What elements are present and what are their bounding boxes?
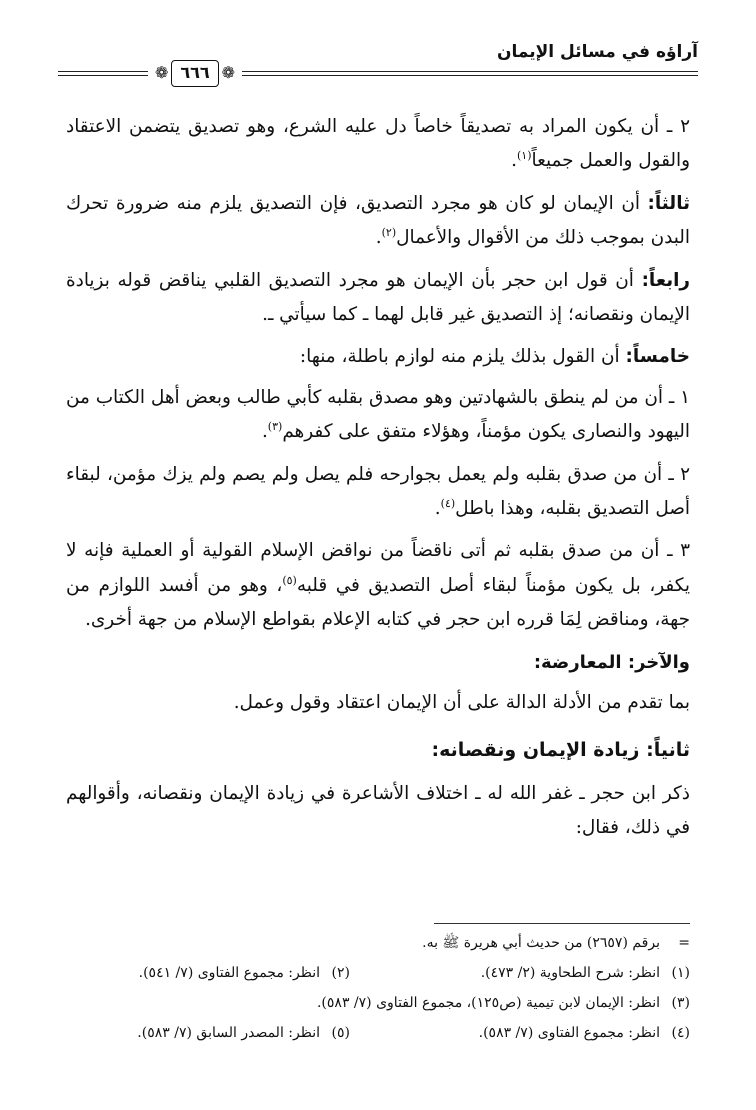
paragraph-fourth-point: رابعاً: أن قول ابن حجر بأن الإيمان هو مجرد التصديق القلبي يناقض قوله بزيادة الإيمان ونقصانه؛ إذ التصديق غير قابل لهما ـ كما سيأتي ـ. <box>66 269 690 326</box>
ornament-left-icon: ❁ <box>154 63 169 82</box>
footnotes <box>66 928 690 1048</box>
footnote-number: (٣) <box>671 995 690 1011</box>
footnote-text: انظر: الإيمان لابن تيمية (ص١٢٥)، مجموع الفتاوى (٧/ ٥٨٣). <box>316 995 660 1011</box>
point-label-third: ثالثاً: <box>647 192 690 214</box>
ornament-right-icon: ❁ <box>221 63 236 82</box>
footnote-line <box>66 1018 690 1048</box>
footnote-ref-2: (٢) <box>381 226 397 240</box>
footnote-number: (٤) <box>671 1025 690 1041</box>
footnote-separator <box>434 923 690 924</box>
point-label-fourth: رابعاً: <box>641 269 690 291</box>
paragraph-consequence-2: ٢ ـ أن من صدق بقلبه ولم يعمل بجوارحه فلم يصل ولم يصم ولم يزك مؤمن، لبقاء أصل التصديق بقلبه، وهذا باطل$^{(٤)}$. <box>66 463 690 520</box>
running-title: آراؤه في مسائل الإيمان <box>496 42 698 62</box>
footnote-continued-mark: = <box>678 935 690 951</box>
footnote-text: انظر: شرح الطحاوية (٢/ ٤٧٣). <box>480 965 660 981</box>
footnote-ref-5: (٥) <box>282 573 297 587</box>
footnote-text: انظر: المصدر السابق (٧/ ٥٨٣). <box>137 1025 320 1041</box>
footnote-number: (١) <box>671 965 690 981</box>
footnote-text: انظر: مجموع الفتاوى (٧/ ٥٤١). <box>138 965 320 981</box>
section-heading: ثانياً: زيادة الإيمان ونقصانه: <box>431 738 690 761</box>
footnote-number: (٢) <box>331 965 350 981</box>
page-number-frame <box>148 58 242 88</box>
paragraph-third-point: ثالثاً: أن الإيمان لو كان هو مجرد التصديق، فإن التصديق يلزم منه ضرورة تحرك البدن بموجب ذلك من الأقوال والأعمال$^{(٢)}$. <box>66 192 690 249</box>
footnote-continued-text: برقم (٢٦٥٧) من حديث أبي هريرة ﷺ به. <box>422 935 660 951</box>
footnote-ref-4: (٤) <box>440 496 456 510</box>
point-label-fifth: خامساً: <box>625 346 690 368</box>
footnote-line <box>66 958 690 988</box>
footnote-line <box>66 988 690 1018</box>
page-header <box>58 40 698 100</box>
paragraph-section-intro: ذكر ابن حجر ـ غفر الله له ـ اختلاف الأشاعرة في زيادة الإيمان ونقصانه، وأقوالهم في ذلك، فقال: <box>66 782 690 839</box>
subheading-opposition: والآخر: المعارضة: <box>533 651 690 673</box>
paragraph-consequence-3: ٣ ـ أن من صدق بقلبه ثم أتى ناقضاً من نواقض الإسلام القولية أو العملية فإنه لا يكفر، بل يكون مؤمناً لبقاء أصل التصديق في قلبه$^{(٥)}$، وهو من أفسد اللوازم من جهة، ومناقض لِمَا قرره ابن حجر في كتابه الإعلام بقواطع الإسلام من جهة أخرى. <box>66 540 690 631</box>
paragraph-opposition: بما تقدم من الأدلة الدالة على أن الإيمان اعتقاد وقول وعمل. <box>233 692 690 714</box>
main-text <box>66 110 690 854</box>
footnote-continued <box>66 928 690 958</box>
footnote-number: (٥) <box>331 1025 350 1041</box>
footnote-text: انظر: مجموع الفتاوى (٧/ ٥٨٣). <box>478 1025 660 1041</box>
paragraph-fifth-point: خامساً: أن القول بذلك يلزم منه لوازم باطلة، منها: <box>299 346 690 368</box>
paragraph-1: ٢ ـ أن يكون المراد به تصديقاً خاصاً دل عليه الشرع، وهو تصديق يتضمن الاعتقاد والقول والعمل جميعاً$^{(١)}$. <box>66 116 690 172</box>
page-number: ٦٦٦ <box>171 60 218 87</box>
footnote-ref-1: (١) <box>516 149 532 163</box>
footnote-ref-3: (٣) <box>267 420 283 434</box>
paragraph-consequence-1: ١ ـ أن من لم ينطق بالشهادتين وهو مصدق بقلبه كأبي طالب وبعض أهل الكتاب من اليهود والنصارى يكون مؤمناً، وهؤلاء متفق على كفرهم$^{(٣)}$. <box>66 386 690 443</box>
